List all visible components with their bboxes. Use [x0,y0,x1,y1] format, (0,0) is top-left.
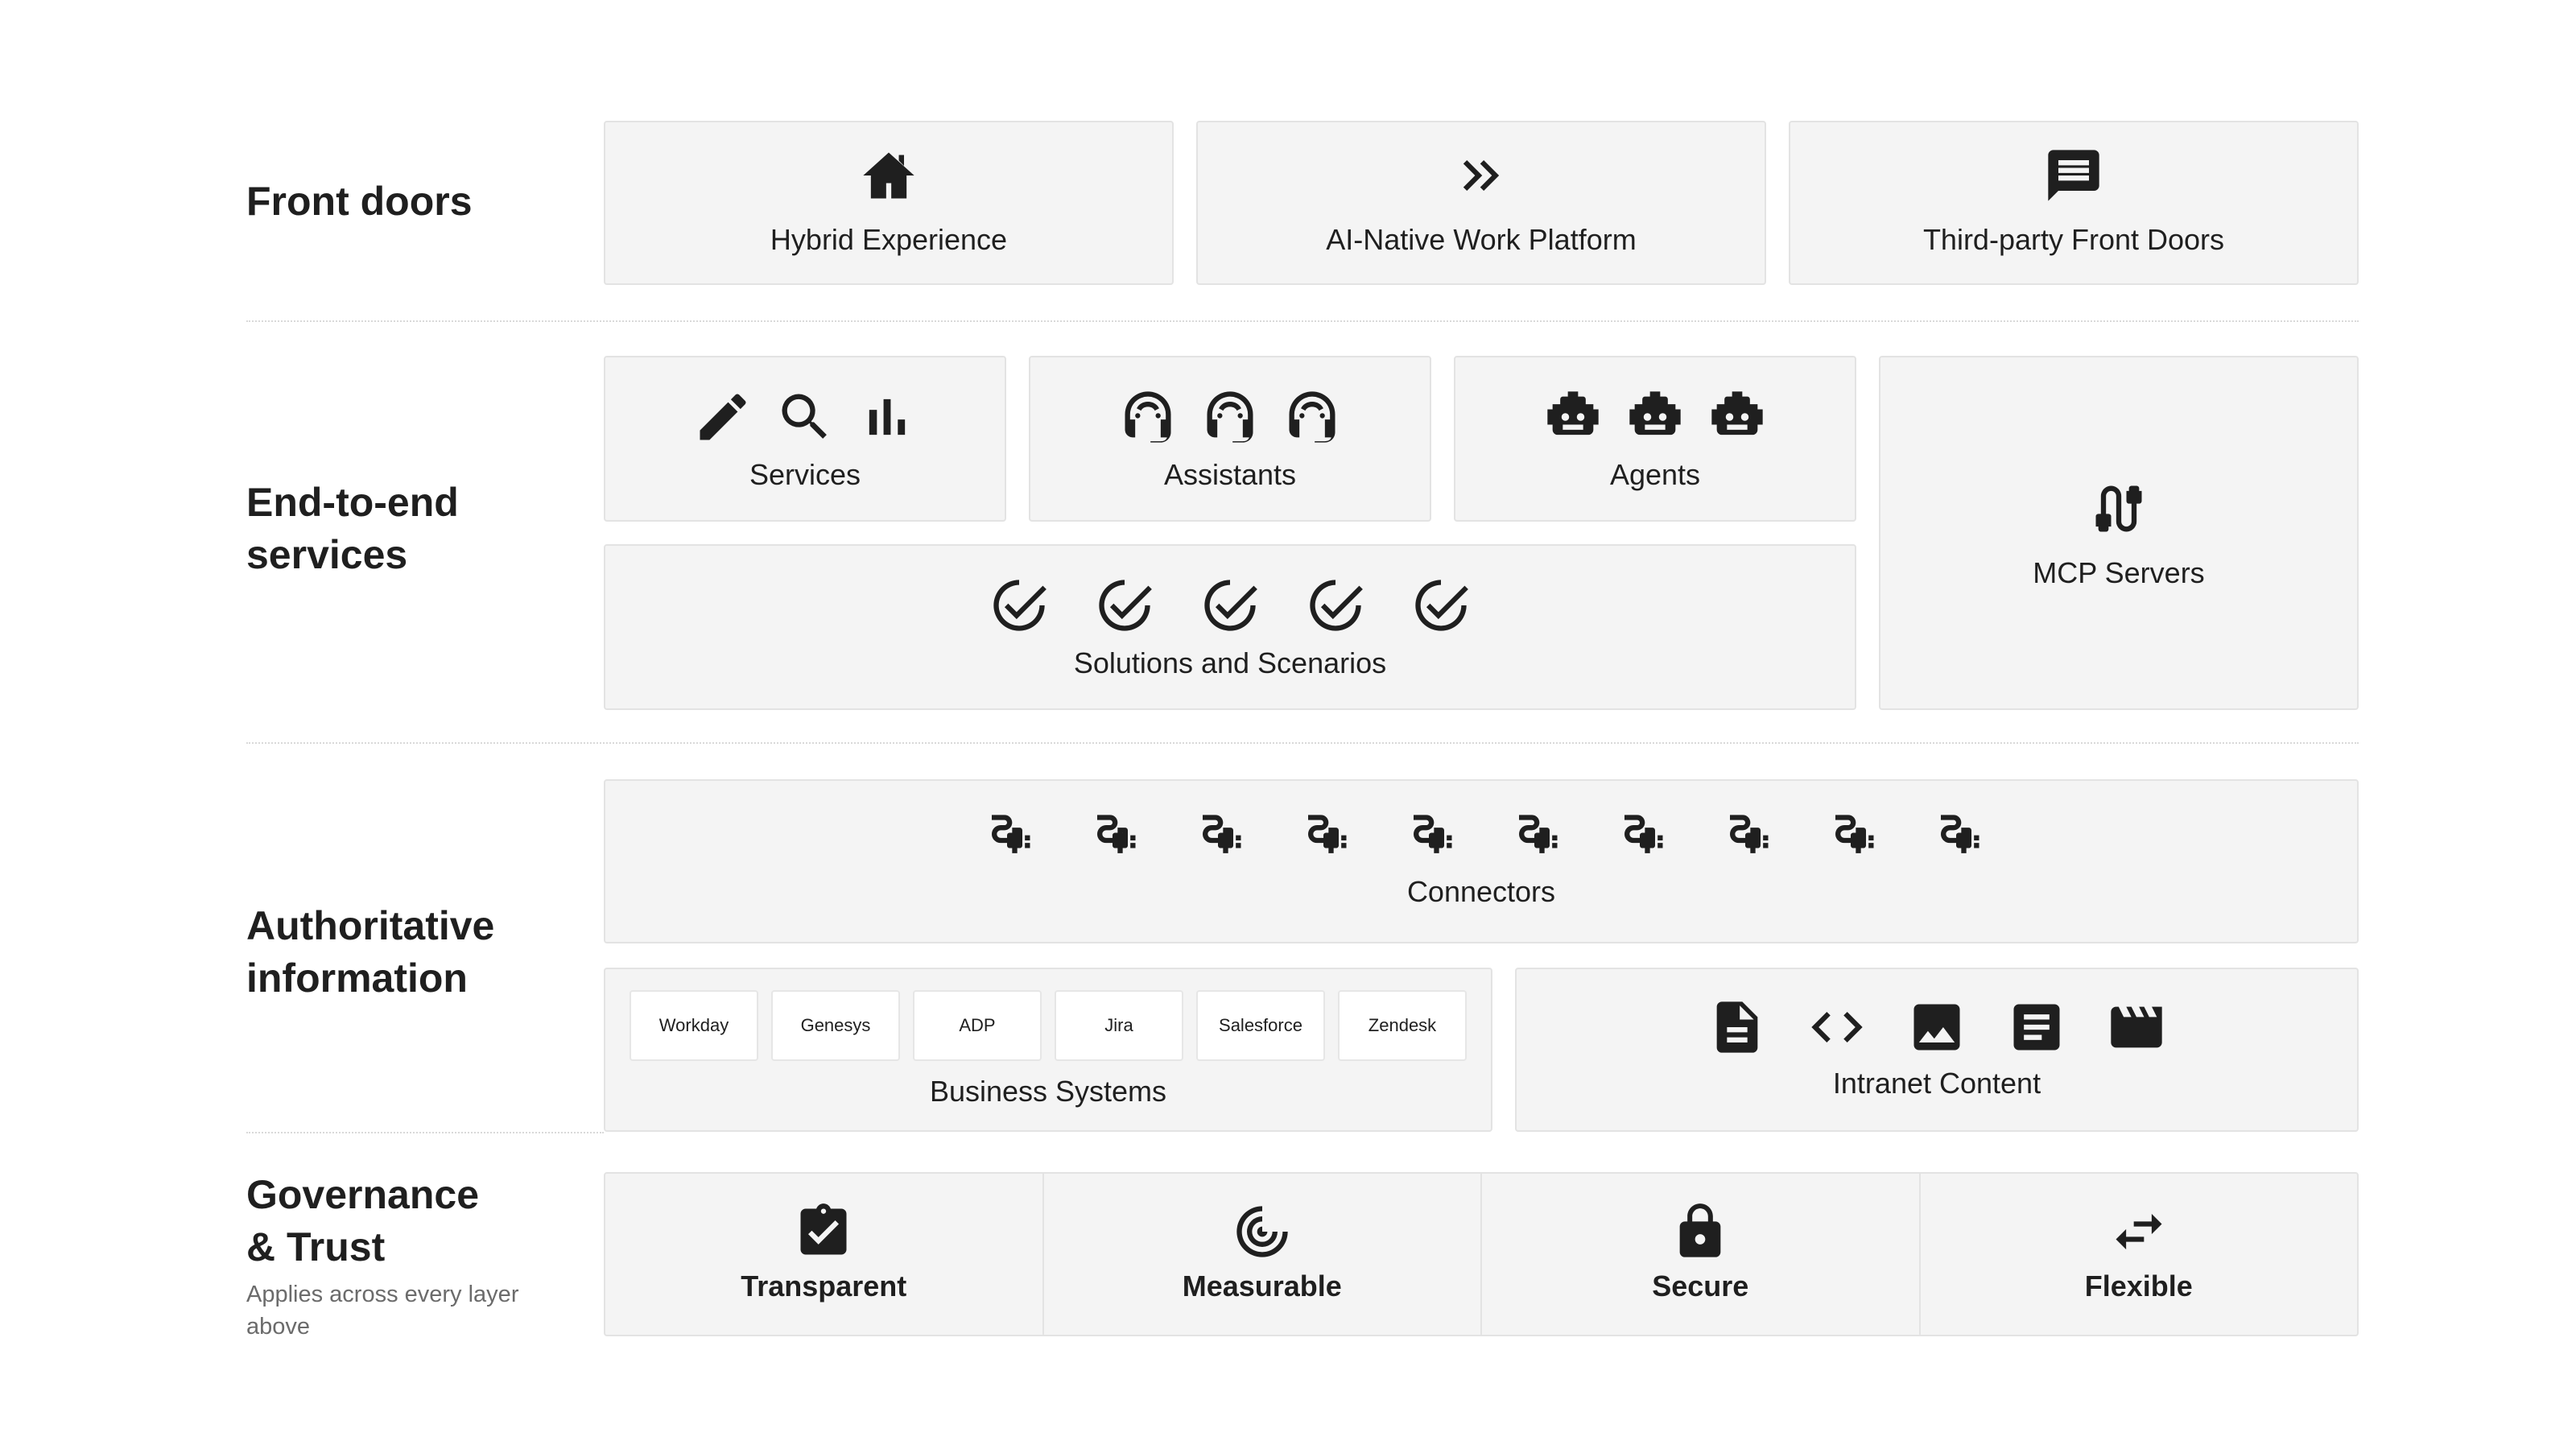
governance-item-transparent[interactable] [605,1174,1044,1335]
system-tile-genesys[interactable]: Genesys [771,990,900,1061]
plug-icon [1082,810,1143,871]
plug-icon [1187,810,1249,871]
card-title: AI-Native Work Platform [1326,223,1637,256]
card-title: Agents [1609,458,1701,491]
governance-item-flexible[interactable] [1921,1174,2358,1335]
row-divider [246,320,2359,322]
system-tile-zendesk[interactable]: Zendesk [1338,990,1467,1061]
governance-item-label: Measurable [1182,1269,1342,1302]
home-icon [858,145,919,206]
card-intranet-content[interactable] [1515,968,2359,1132]
plug-icon [1504,810,1565,871]
card-business-systems[interactable] [604,968,1492,1132]
system-tile-workday[interactable]: Workday [630,990,758,1061]
cable-icon [2088,478,2149,539]
video-icon [2106,997,2167,1058]
document-icon [1707,997,1768,1058]
check-circle-icon [1410,575,1472,636]
swap-arrows-icon [2108,1201,2169,1262]
check-circle-icon [1305,575,1366,636]
card-title: Assistants [1163,458,1297,491]
pencil-icon [692,386,753,448]
card-third-party-front-doors[interactable] [1789,121,2359,285]
headset-icon [1117,386,1179,448]
governance-item-label: Flexible [2084,1269,2193,1302]
row-label-front-doors: Front doors [246,179,473,224]
governance-item-measurable[interactable] [1044,1174,1483,1335]
plug-icon [1609,810,1670,871]
plug-icon [976,810,1038,871]
row-label-services [246,477,459,581]
row-divider [246,742,2359,744]
chat-icon [2043,145,2104,206]
row-label-line: & Trust [246,1224,386,1269]
plug-icon [1926,810,1987,871]
image-icon [1906,997,1967,1058]
bar-chart-icon [857,386,918,448]
code-icon [1806,997,1868,1058]
row-label-line: information [246,956,468,1001]
card-title: Solutions and Scenarios [1073,646,1387,679]
check-circle-icon [1094,575,1155,636]
headset-icon [1282,386,1343,448]
row-label-line: Authoritative [246,903,495,948]
row-label-line: Governance [246,1172,480,1217]
card-title: Connectors [1406,875,1556,908]
search-icon [774,386,836,448]
row-label-line: End-to-end [246,480,459,525]
system-tile-jira[interactable]: Jira [1055,990,1183,1061]
governance-panel [604,1172,2359,1336]
robot-icon [1707,386,1768,448]
row-divider [246,1132,604,1133]
double-chevron-icon [1451,145,1512,206]
governance-subtitle: Applies across every layer above [246,1282,519,1340]
robot-icon [1624,386,1686,448]
card-assistants[interactable] [1029,356,1431,522]
card-agents[interactable] [1454,356,1856,522]
row-label-governance [246,1169,479,1274]
row-label-authoritative [246,900,494,1005]
article-icon [2006,997,2067,1058]
governance-item-secure[interactable] [1482,1174,1921,1335]
card-services[interactable] [604,356,1006,522]
row-label-line: services [246,532,408,577]
card-title: Business Systems [929,1075,1167,1108]
card-ai-native-work-platform[interactable] [1196,121,1766,285]
plug-icon [1715,810,1776,871]
clipboard-check-icon [793,1201,854,1262]
card-title: Third-party Front Doors [1922,223,2225,256]
card-connectors[interactable] [604,779,2359,943]
check-circle-icon [989,575,1050,636]
card-title: Services [749,458,861,491]
check-circle-icon [1199,575,1261,636]
governance-item-label: Secure [1652,1269,1749,1302]
target-icon [1232,1201,1293,1262]
plug-icon [1398,810,1459,871]
plug-icon [1820,810,1881,871]
lock-icon [1670,1201,1731,1262]
governance-item-label: Transparent [741,1269,907,1302]
plug-icon [1293,810,1354,871]
card-mcp-servers[interactable] [1879,356,2359,710]
system-tile-salesforce[interactable]: Salesforce [1196,990,1325,1061]
card-title: MCP Servers [2033,556,2205,589]
system-tile-adp[interactable]: ADP [913,990,1042,1061]
card-solutions-and-scenarios[interactable] [604,544,1856,710]
card-title: Hybrid Experience [770,223,1008,256]
headset-icon [1199,386,1261,448]
robot-icon [1542,386,1604,448]
card-hybrid-experience[interactable] [604,121,1174,285]
card-title: Intranet Content [1832,1067,2041,1100]
